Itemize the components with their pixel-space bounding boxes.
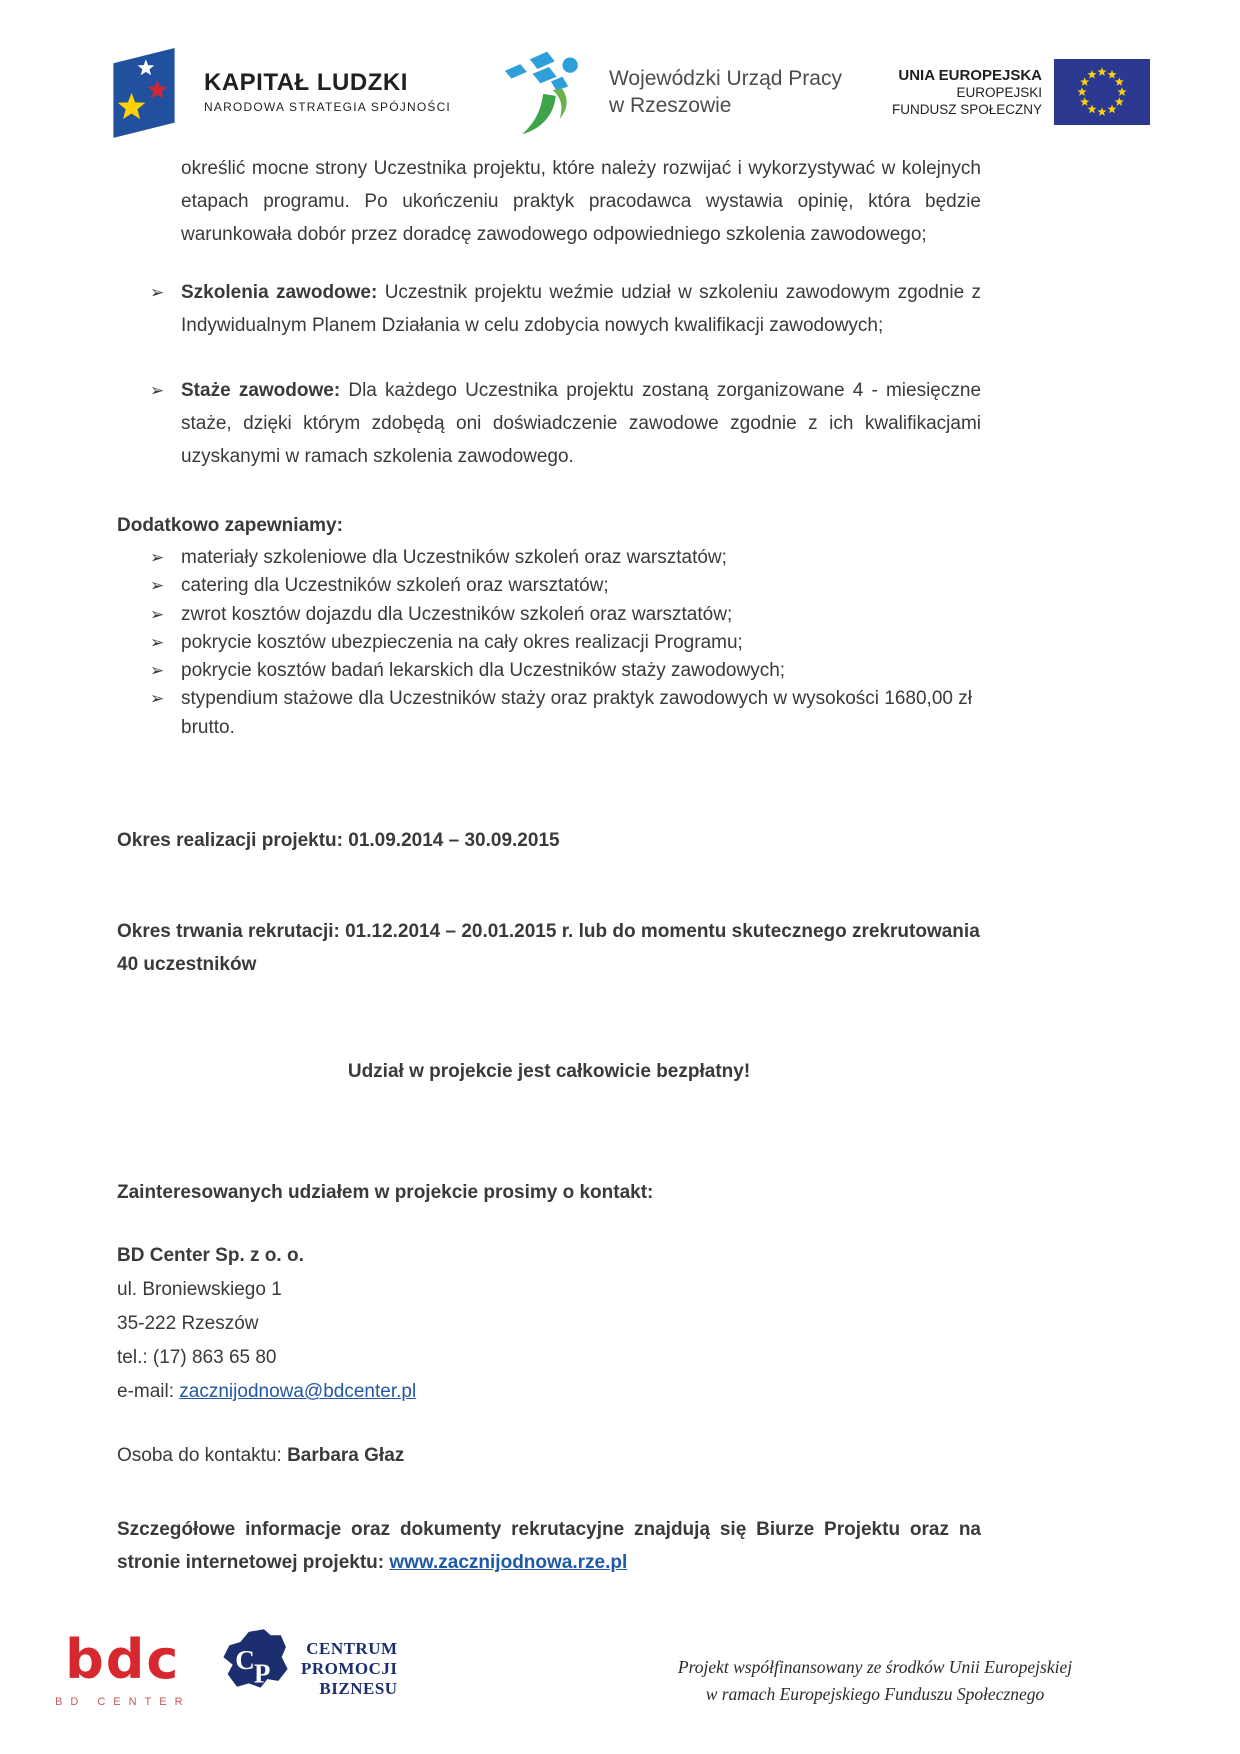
contact-person-line xyxy=(117,1439,981,1473)
bullet-szkolenia xyxy=(150,276,981,342)
cpb-line1: CENTRUM xyxy=(306,1639,398,1658)
wup-bird-icon xyxy=(501,46,597,138)
eu-logo xyxy=(892,59,1150,125)
bullet-staze-text xyxy=(181,374,981,473)
contact-street: ul. Broniewskiego 1 xyxy=(117,1279,282,1301)
bullet-staze xyxy=(150,374,981,473)
dodatkowo-list xyxy=(117,544,981,742)
arrow-bullet-icon: ➢ xyxy=(150,283,165,302)
intro-paragraph: określić mocne strony Uczestnika projektu, które należy rozwijać i wykorzystywać w kolejnych etapach programu. Po ukończeniu praktyk pracodawca wystawia opinię, która będzie warunkowała dobór przez doradcę zawodowego odpowiedniego szkolenia zawodowego; xyxy=(181,158,981,245)
bullet-staze-rest: Dla każdego Uczestnika projektu zostaną zorganizowane 4 - miesięczne staże, dzięki którym zdobędą oni doświadczenie zawodowe zgodnie z ich kwalifikacjami uzyskanymi w ramach szkolenia zawodowego. xyxy=(181,380,982,467)
funding-line2: w ramach Europejskiego Funduszu Społecznego xyxy=(705,1684,1045,1704)
arrow-bullet-icon: ➢ xyxy=(150,604,165,624)
eu-line3: FUNDUSZ SPOŁECZNY xyxy=(891,101,1042,117)
list-item-text: materiały szkoleniowe dla Uczestników szkoleń oraz warsztatów; xyxy=(181,547,727,568)
contact-email-line xyxy=(117,1375,981,1409)
wup-line2: w Rzeszowie xyxy=(608,94,732,117)
bdc-wordmark: bdc xyxy=(65,1628,181,1691)
bullet-staze-lead: Staże zawodowe: xyxy=(181,380,341,401)
eu-text xyxy=(892,67,1042,118)
wup-line1: Wojewódzki Urząd Pracy xyxy=(608,67,842,90)
email-label: e-mail: xyxy=(117,1381,180,1403)
project-period: Okres realizacji projektu: 01.09.2014 – 30.09.2015 xyxy=(117,830,560,852)
kapital-ludzki-subtitle: NARODOWA STRATEGIA SPÓJNOŚCI xyxy=(204,100,451,114)
list-item-text: zwrot kosztów dojazdu dla Uczestników szkoleń oraz warsztatów; xyxy=(181,603,733,625)
recruitment-period: Okres trwania rekrutacji: 01.12.2014 – 20.01.2015 r. lub do momentu skutecznego zrekrutowania 40 uczestników xyxy=(117,921,980,976)
centrum-promocji-biznesu-logo xyxy=(215,1624,398,1714)
list-item-text: pokrycie kosztów ubezpieczenia na cały okres realizacji Programu; xyxy=(181,631,743,653)
free-participation-notice: Udział w projekcie jest całkowicie bezpłatny! xyxy=(347,1061,751,1083)
list-item xyxy=(150,629,981,657)
poland-map-icon xyxy=(215,1624,291,1714)
cpb-text xyxy=(301,1639,398,1699)
contact-person-label: Osoba do kontaktu: xyxy=(117,1445,288,1467)
wup-rzeszow-logo xyxy=(501,46,842,138)
list-item xyxy=(150,544,981,572)
arrow-bullet-icon: ➢ xyxy=(150,548,165,567)
arrow-bullet-icon: ➢ xyxy=(150,381,165,400)
funding-statement xyxy=(640,1654,1110,1708)
info-text: Szczegółowe informacje oraz dokumenty rekrutacyjne znajdują się Biurze Projektu oraz na stronie internetowej projektu: xyxy=(117,1519,981,1574)
bdc-label: BD CENTER xyxy=(55,1696,191,1708)
document-body xyxy=(117,152,981,1579)
list-item xyxy=(150,572,981,600)
info-paragraph xyxy=(117,1513,981,1579)
bullet-szkolenia-text xyxy=(181,276,981,342)
list-item xyxy=(150,657,981,685)
kapital-ludzki-text xyxy=(204,70,451,114)
bullet-szkolenia-lead: Szkolenia zawodowe: xyxy=(181,282,378,303)
funding-line1: Projekt współfinansowany ze środków Unii Europejskiej xyxy=(677,1657,1073,1677)
list-item-text: pokrycie kosztów badań lekarskich dla Uczestników staży zawodowych; xyxy=(181,660,786,682)
header-logos xyxy=(100,42,1150,142)
arrow-bullet-icon: ➢ xyxy=(150,576,165,596)
kapital-ludzki-flag-icon xyxy=(100,42,188,142)
arrow-bullet-icon: ➢ xyxy=(150,661,165,681)
arrow-bullet-icon: ➢ xyxy=(150,632,165,652)
list-item-text: catering dla Uczestników szkoleń oraz warsztatów; xyxy=(181,575,609,597)
list-item-text: stypendium stażowe dla Uczestników staży oraz praktyk zawodowych w wysokości 1680,00 zł brutto. xyxy=(181,688,972,738)
cpb-line3: BIZNESU xyxy=(319,1679,398,1698)
arrow-bullet-icon: ➢ xyxy=(150,689,165,709)
website-link[interactable]: www.zacznijodnowa.rze.pl xyxy=(389,1552,628,1574)
list-item xyxy=(150,685,981,742)
contact-phone: tel.: (17) 863 65 80 xyxy=(117,1347,277,1369)
contact-heading: Zainteresowanych udziałem w projekcie prosimy o kontakt: xyxy=(117,1182,654,1204)
eu-flag-icon xyxy=(1054,59,1150,125)
list-item xyxy=(150,601,981,629)
email-link[interactable]: zacznijodnowa@bdcenter.pl xyxy=(179,1381,417,1403)
contact-city: 35-222 Rzeszów xyxy=(117,1313,259,1335)
contact-person-name: Barbara Głaz xyxy=(287,1445,405,1467)
dodatkowo-heading: Dodatkowo zapewniamy: xyxy=(117,515,343,536)
cp-initial-c: C xyxy=(235,1645,255,1675)
company-name: BD Center Sp. z o. o. xyxy=(117,1245,304,1267)
bullet-szkolenia-rest: Uczestnik projektu weźmie udział w szkoleniu zawodowym zgodnie z Indywidualnym Planem Działania w celu zdobycia nowych kwalifikacji zawodowych; xyxy=(181,282,982,336)
eu-line2: EUROPEJSKI xyxy=(956,84,1042,100)
cp-initial-p: P xyxy=(253,1658,271,1689)
bd-center-logo xyxy=(55,1628,191,1708)
wup-text xyxy=(609,65,842,119)
kapital-ludzki-logo xyxy=(100,42,451,142)
kapital-ludzki-title: KAPITAŁ LUDZKI xyxy=(204,69,408,96)
cpb-line2: PROMOCJI xyxy=(301,1659,398,1678)
eu-line1: UNIA EUROPEJSKA xyxy=(898,66,1042,84)
